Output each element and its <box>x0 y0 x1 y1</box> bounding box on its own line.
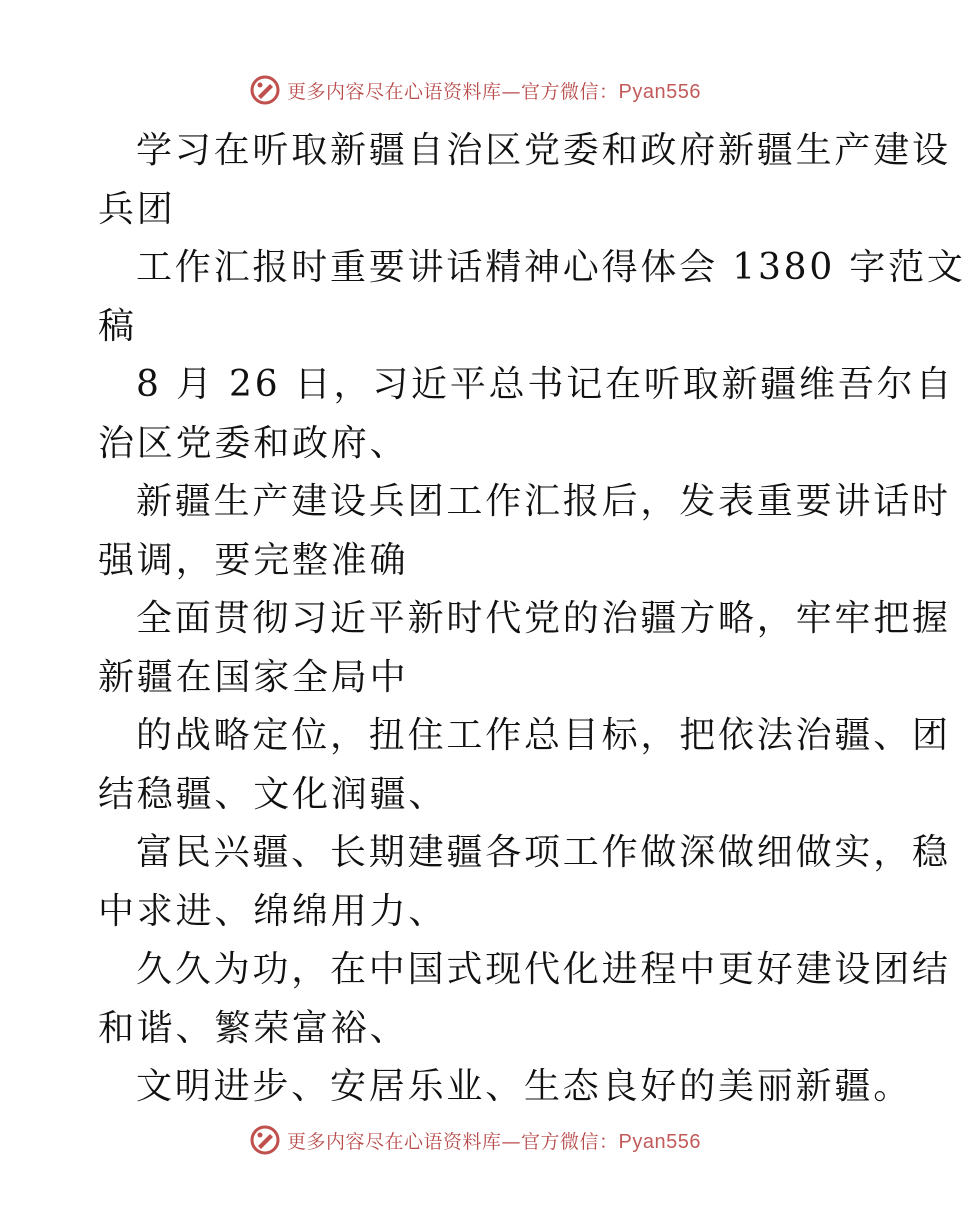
document-line: 的战略定位，扭住工作总目标，把依法治疆、团 <box>136 715 951 756</box>
document-line: 新疆生产建设兵团工作汇报后，发表重要讲话时 <box>136 481 951 522</box>
document-line: 文明进步、安居乐业、生态良好的美丽新疆。 <box>136 1066 913 1107</box>
footer-watermark <box>0 1120 950 1160</box>
document-line: 兵团 <box>98 188 176 230</box>
watermark-logo-icon <box>249 74 281 106</box>
document-line: 8 月 26 日，习近平总书记在听取新疆维吾尔自 <box>136 364 955 405</box>
document-line: 中求进、绵绵用力、 <box>98 890 448 932</box>
document-line: 结稳疆、文化润疆、 <box>98 773 448 815</box>
document-line: 新疆在国家全局中 <box>98 656 409 698</box>
document-line: 学习在听取新疆自治区党委和政府新疆生产建设 <box>136 130 951 171</box>
document-line: 稿 <box>98 305 137 347</box>
document-body <box>98 122 966 1117</box>
watermark-text: 更多内容尽在心语资料库—官方微信：Pyan556 <box>287 80 701 103</box>
document-line: 久久为功，在中国式现代化进程中更好建设团结 <box>136 949 951 990</box>
watermark-text: 更多内容尽在心语资料库—官方微信：Pyan556 <box>287 1130 701 1153</box>
watermark-wechat-id: Pyan556 <box>618 1130 701 1153</box>
document-line: 强调，要完整准确 <box>98 539 409 581</box>
document-line: 工作汇报时重要讲话精神心得体会 1380 字范文 <box>136 247 966 288</box>
document-line: 和谐、繁荣富裕、 <box>98 1007 409 1049</box>
document-line: 治区党委和政府、 <box>98 422 409 464</box>
header-watermark <box>0 70 950 110</box>
document-line: 全面贯彻习近平新时代党的治疆方略，牢牢把握 <box>136 598 951 639</box>
document-line: 富民兴疆、长期建疆各项工作做深做细做实，稳 <box>136 832 951 873</box>
watermark-logo-icon <box>249 1124 281 1156</box>
watermark-wechat-id: Pyan556 <box>618 80 701 103</box>
